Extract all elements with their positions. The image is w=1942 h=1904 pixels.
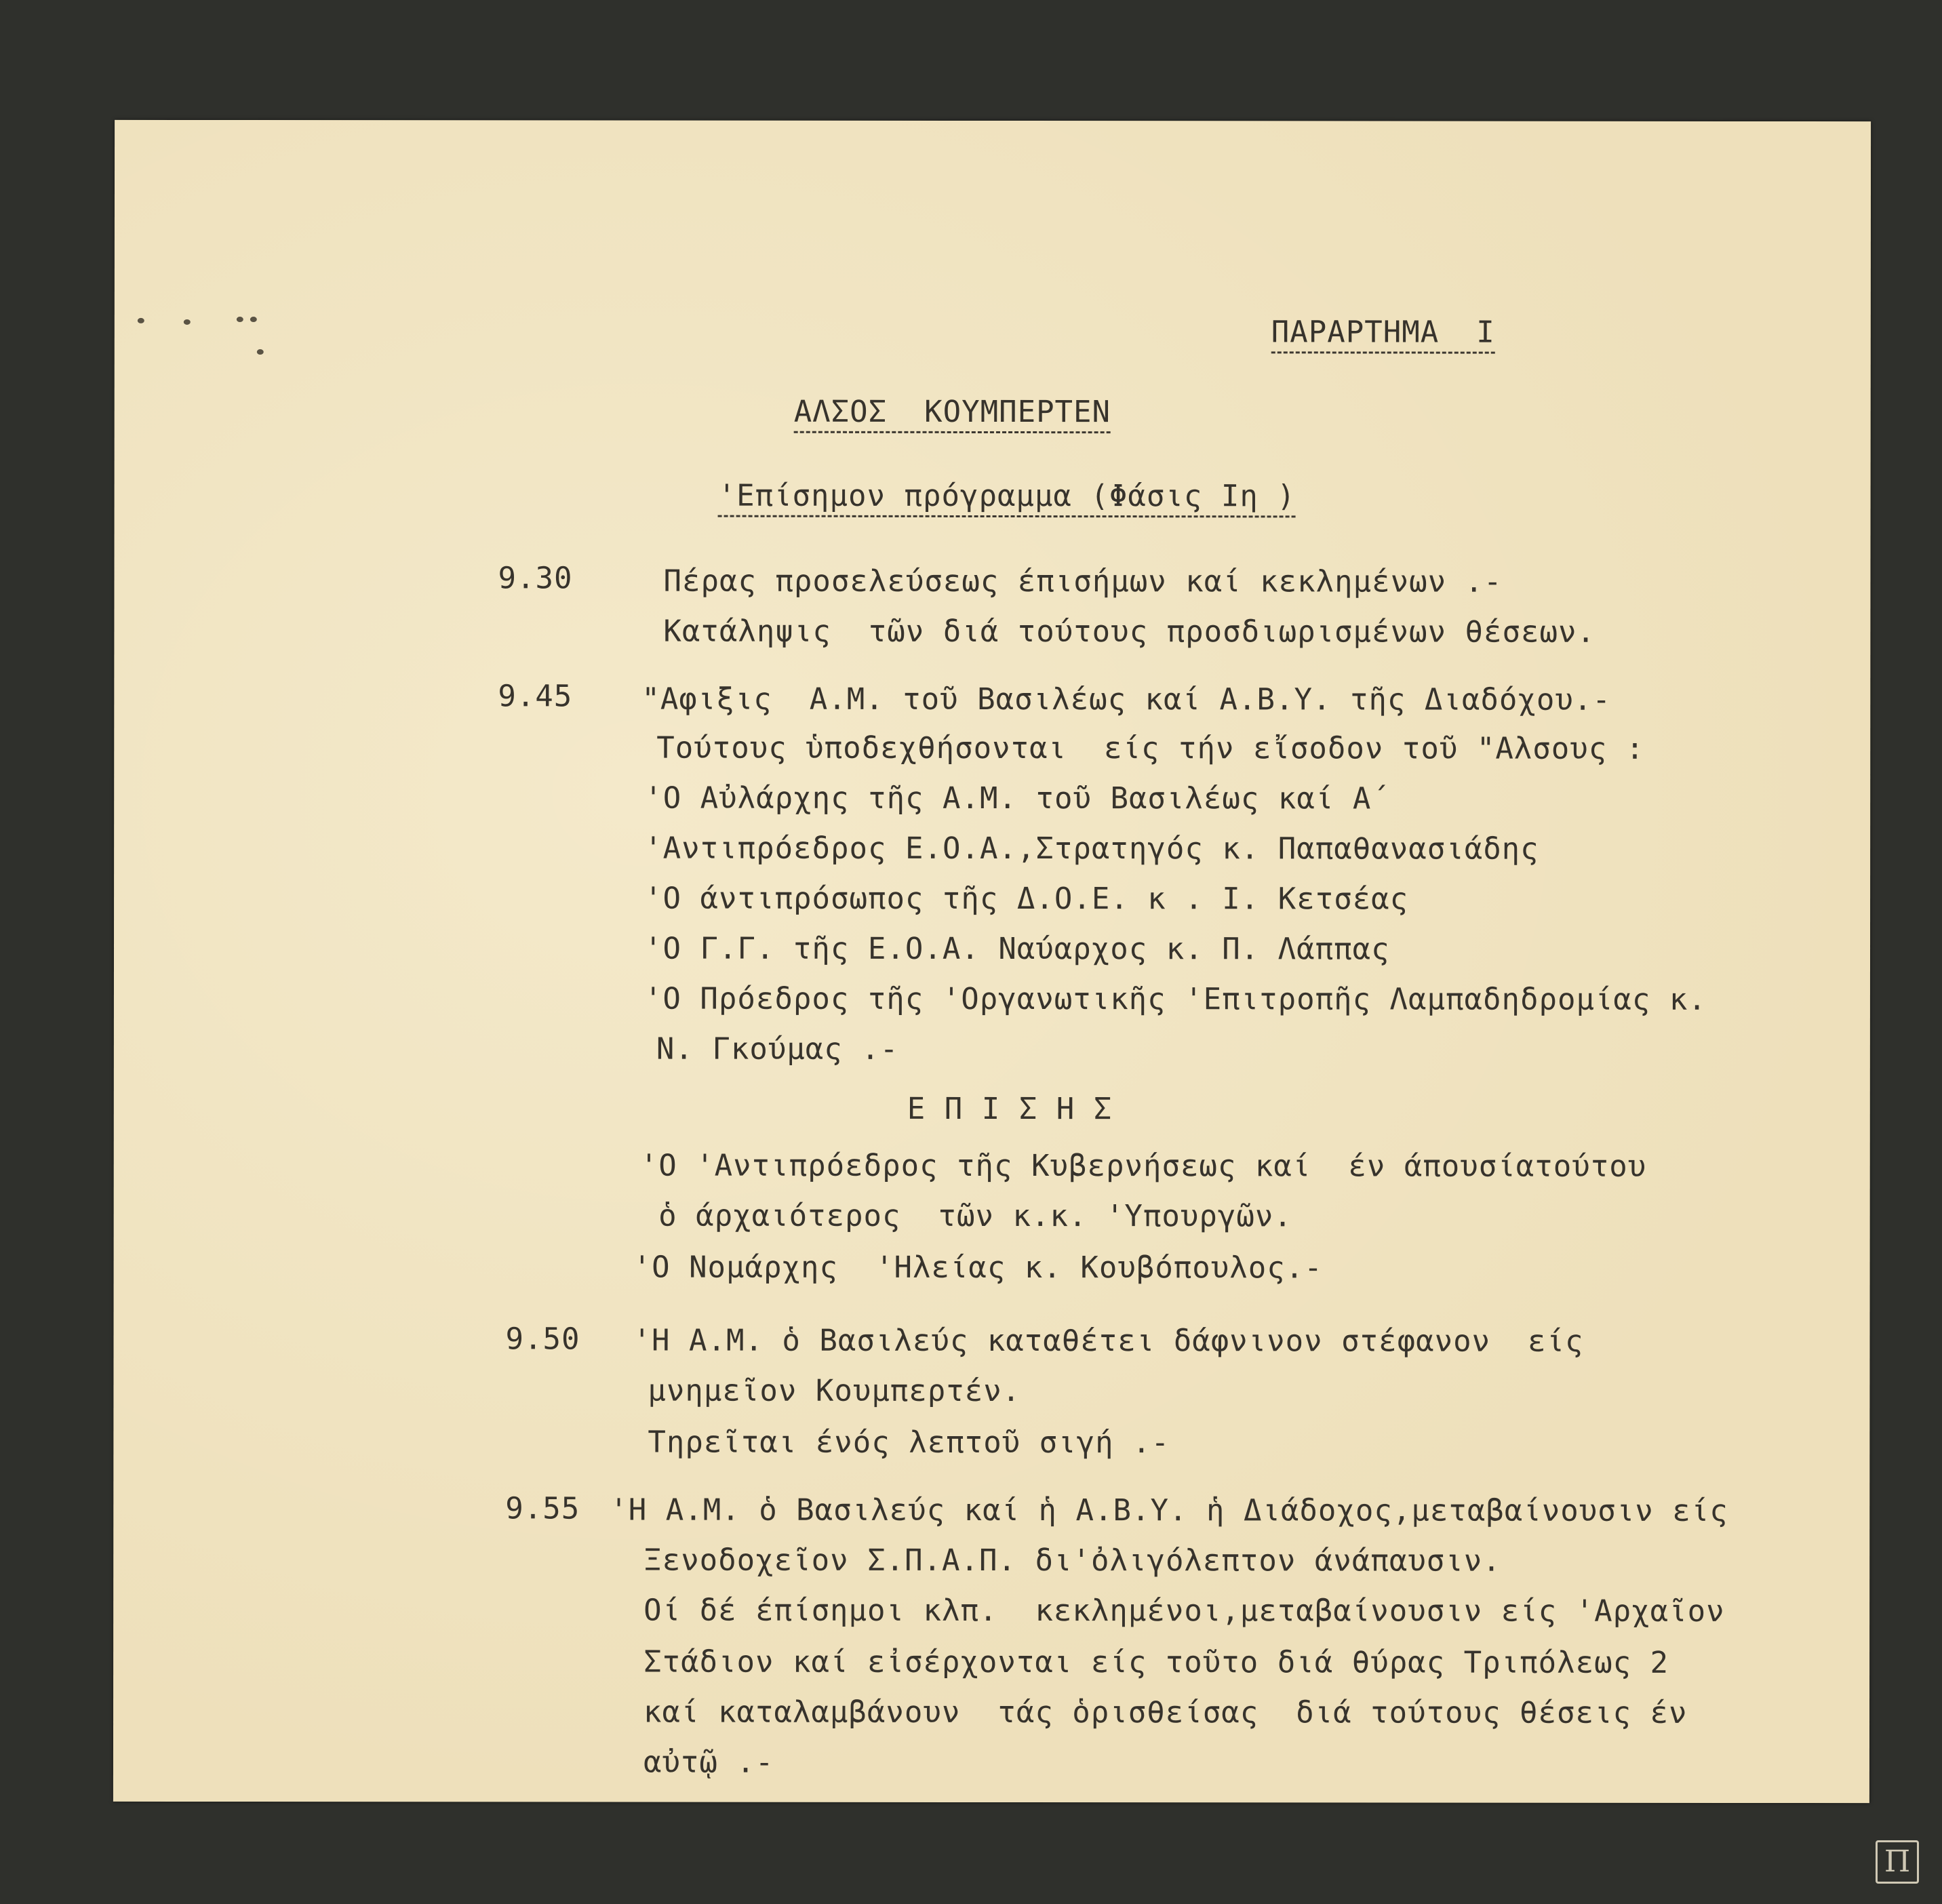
punch-hole-mark (184, 319, 191, 325)
punch-hole-mark (250, 317, 257, 322)
entry-line: Τηρεῖται ένός λεπτοῦ σιγή .- (648, 1425, 1170, 1461)
entry-line: 'Ο Αὐλάρχης τῆς Α.Μ. τοῦ Βασιλέως καί Α΄ (644, 780, 1390, 816)
entry-line: 'Ο 'Αντιπρόεδρος τῆς Κυβερνήσεως καί έν άπουσίατούτου (639, 1148, 1647, 1184)
entry-time: 9.55 (505, 1491, 580, 1526)
entry-line: Πέρας προσελεύσεως έπισήμων καί κεκλημένων .- (663, 563, 1503, 599)
entry-time: 9.30 (498, 561, 573, 596)
entry-time: 9.45 (498, 679, 573, 714)
punch-hole-mark (138, 318, 144, 323)
entry-line: 'Ο Γ.Γ. τῆς Ε.Ο.Α. Ναύαρχος κ. Π. Λάππας (643, 931, 1390, 967)
document-page (113, 120, 1871, 1803)
punch-hole-mark (257, 349, 264, 355)
entry-line: Ξενοδοχεῖον Σ.Π.Α.Π. δι'ὀλιγόλεπτον άνάπαυσιν. (643, 1543, 1501, 1579)
entry-line: Ν. Γκούμας .- (656, 1031, 899, 1067)
entry-time: 9.50 (505, 1322, 580, 1357)
entry-line: Τούτους ὑποδεχθήσονται είς τήν εἴσοδον τοῦ "Αλσους : (656, 730, 1645, 766)
entry-line: 'Ο Πρόεδρος τῆς 'Οργανωτικῆς 'Επιτροπῆς Λαμπαδηδρομίας κ. (643, 981, 1707, 1017)
entry-line: 'Αντιπρόεδρος Ε.Ο.Α.,Στρατηγός κ. Παπαθανασιάδης (644, 831, 1539, 867)
entry-line: καί καταλαμβάνουν τάς ὁρισθείσας διά τούτους θέσεις έν (643, 1694, 1688, 1730)
archive-logo-icon: Π (1876, 1840, 1919, 1884)
entry-line: 'Η Α.Μ. ὁ Βασιλεύς καταθέτει δάφνινον στέφανον είς (633, 1323, 1584, 1359)
entry-line: μνημεῖον Κουμπερτέν. (648, 1373, 1021, 1409)
document-subtitle: 'Επίσημον πρόγραμμα (Φάσις Ιη ) (718, 481, 1296, 518)
entry-line: Κατάληψις τῶν διά τούτους προσδιωρισμένων θέσεων. (663, 614, 1596, 650)
entry-line: 'Η Α.Μ. ὁ Βασιλεύς καί ἡ Α.Β.Υ. ἡ Διάδοχος,μεταβαίνουσιν είς (610, 1492, 1728, 1528)
entry-line: αὐτῷ .- (643, 1745, 774, 1780)
entry-line: 'Ο Νομάρχης 'Ηλείας κ. Κουβόπουλος.- (633, 1250, 1323, 1286)
appendix-heading: ΠΑΡΑΡΤΗΜΑ Ι (1271, 317, 1495, 353)
entry-line: Οί δέ έπίσημοι κλπ. κεκλημένοι,μεταβαίνουσιν είς 'Αρχαῖον (643, 1593, 1725, 1629)
entry-line: 'Ο άντιπρόσωπος τῆς Δ.Ο.Ε. κ . Ι. Κετσέας (644, 881, 1409, 917)
entry-line: ὁ άρχαιότερος τῶν κ.κ. 'Υπουργῶν. (639, 1198, 1292, 1234)
entry-line: "Αφιξις Α.Μ. τοῦ Βασιλέως καί Α.Β.Υ. τῆς Διαδόχου.- (641, 681, 1611, 717)
section-label: Ε Π Ι Σ Η Σ (907, 1091, 1113, 1127)
document-title: ΑΛΣΟΣ ΚΟΥΜΠΕΡΤΕΝ (794, 397, 1111, 433)
entry-line: Στάδιον καί εἰσέρχονται είς τοῦτο διά θύρας Τριπόλεως 2 (643, 1644, 1669, 1680)
punch-hole-mark (237, 317, 243, 322)
